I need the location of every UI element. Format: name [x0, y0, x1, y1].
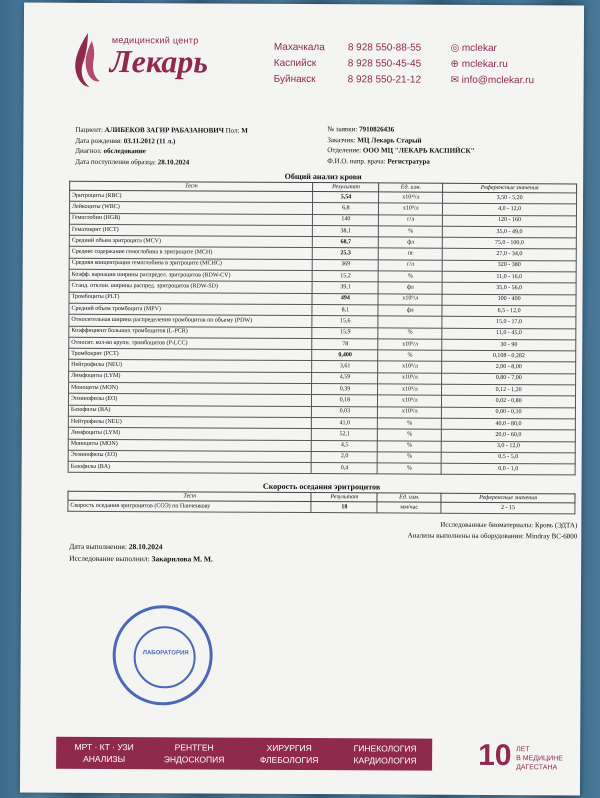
patient-info-right [327, 124, 567, 168]
diagnosis-label: Диагноз: [75, 146, 102, 156]
test-unit [378, 316, 442, 328]
stamp-inner-ring [133, 626, 195, 688]
test-name: Тромбоциты (PLT) [69, 292, 313, 305]
test-name: Относит. кол-во крупн. тромбоцитов (P-LCC) [69, 337, 313, 350]
test-unit: x10⁹/л [378, 395, 442, 407]
test-reference: 35,0 - 49,0 [443, 226, 577, 238]
test-unit: фл [379, 237, 443, 249]
test-name: Базофилы (BA) [68, 461, 312, 474]
intake-date: 28.10.2024 [157, 158, 190, 167]
column-header: Референсные значения [441, 493, 575, 503]
test-unit: % [378, 429, 442, 441]
test-result: 5,54 [313, 192, 379, 204]
footer-col-4-line2: КАРДИОЛОГИЯ [353, 755, 417, 766]
column-header: Референсные значения [443, 183, 577, 193]
test-unit: x10⁹/л [378, 339, 442, 351]
test-name: Эозинофилы (EO) [68, 394, 312, 407]
test-unit: фл [378, 305, 442, 317]
test-reference: 0,80 - 7,00 [442, 373, 576, 385]
column-header: Результат [311, 493, 377, 502]
instagram-icon: ◎ [450, 42, 460, 54]
doctor-label: Ф.И.О. напр. врача: [327, 156, 386, 166]
anniversary-line-3: ДАГЕСТАНА [516, 764, 558, 772]
test-result: 18 [311, 502, 377, 514]
test-name: Средняя концентрация гемоглобина в эритроците (MCHC) [69, 258, 313, 271]
completion-date-label: Дата выполнения: [69, 541, 127, 552]
test-unit: % [379, 226, 443, 238]
test-reference: 3,50 - 5,20 [443, 192, 577, 204]
test-result: 15,2 [313, 271, 379, 283]
test-unit: мм/час [377, 502, 441, 514]
contact-city: Каспийск [273, 57, 317, 70]
table-row [68, 461, 575, 475]
test-name: Базофилы (BA) [68, 405, 312, 418]
dob-label: Дата рождения: [75, 136, 123, 145]
test-reference: 120 - 160 [443, 215, 577, 227]
notes [321, 519, 577, 542]
test-result: 4,5 [312, 440, 378, 452]
test-name: Нейтрофилы (NEU) [69, 360, 313, 373]
stamp-text: ЛАБОРАТОРИЯ [142, 650, 189, 657]
test-reference: 3,0 - 12,0 [441, 441, 575, 453]
test-result: 0,18 [312, 395, 378, 407]
test-reference: 100 - 400 [442, 294, 576, 306]
test-result: 41,0 [312, 417, 378, 429]
order-number: 7910826436 [359, 125, 395, 134]
test-name: Нейтрофилы (NEU) [68, 416, 312, 429]
customer: МЦ Лекарь Старый [357, 135, 422, 145]
test-result: 39,1 [313, 282, 379, 294]
contact-extra[interactable]: info@mclekar.ru [461, 74, 535, 87]
footer-col-2 [154, 741, 234, 765]
cbc-results-table [68, 181, 578, 476]
test-unit: % [377, 463, 441, 475]
test-unit: г/л [379, 214, 443, 226]
test-unit: % [378, 327, 442, 339]
test-reference: 0,00 - 0,10 [442, 407, 576, 419]
patient-name: АЛИБЕКОВ ЗАГИР РАБАЗАНОВИЧ [104, 125, 224, 135]
contacts-block [274, 42, 535, 91]
test-unit: % [378, 440, 442, 452]
department: ООО МЦ "ЛЕКАРЬ КАСПИЙСК" [362, 146, 475, 156]
test-result: 2,0 [312, 451, 378, 463]
test-reference: 0,5 - 5,0 [441, 452, 575, 464]
test-result: 6,8 [313, 203, 379, 215]
test-reference: 75,0 - 100,0 [443, 237, 577, 249]
test-name: Относительная ширина распределения тромбоцитов по объему (PDW) [69, 315, 313, 328]
footer-col-1-line2: АНАЛИЗЫ [83, 753, 126, 765]
lab-stamp [112, 605, 213, 706]
test-name: Станд. отклон. ширины распред. эритроцитов (RDW-SD) [69, 281, 313, 294]
globe-icon: ⊕ [450, 58, 459, 70]
test-reference: 2 - 15 [441, 502, 575, 514]
test-reference: 0,12 - 1,20 [442, 384, 576, 396]
test-unit: % [378, 350, 442, 362]
test-unit: пг [379, 248, 443, 260]
esr-title: Скорость оседания эритроцитов [262, 481, 381, 492]
test-result: 0,4 [312, 463, 378, 475]
test-result: 0,39 [312, 384, 378, 396]
anniversary-text [516, 745, 563, 772]
test-name: Средний объем эритроцита (MCV) [69, 235, 313, 248]
footer-col-1-line1: МРТ · КТ · УЗИ [74, 741, 134, 753]
test-reference: 4,0 - 12,0 [443, 204, 577, 216]
test-name: Коэффициент больших тромбоцитов (L-PCR) [69, 326, 313, 339]
esr-results-table [67, 491, 575, 515]
patient-sex: М [241, 126, 248, 135]
test-unit: % [378, 418, 442, 430]
test-reference: 320 - 380 [442, 260, 576, 272]
contact-city: Махачкала [273, 41, 325, 54]
brand-name: Лекарь [109, 42, 209, 80]
test-reference: 30 - 90 [442, 339, 576, 351]
drop-logo-icon [70, 31, 106, 89]
test-name: Моноциты (MON) [69, 382, 313, 395]
test-unit: x10⁹/л [379, 203, 443, 215]
test-unit: x10⁹/л [378, 294, 442, 306]
test-result: 38,1 [313, 225, 379, 237]
biomaterial-note: Исследованные биоматериалы: Кровь (ЭДТА) [440, 520, 578, 530]
test-result: 52,1 [312, 429, 378, 441]
column-header: Тест [68, 491, 311, 501]
contact-extra[interactable]: mclekar [461, 42, 497, 55]
lab-report-sheet [20, 3, 584, 796]
test-reference: 11,0 - 45,0 [442, 328, 576, 340]
performer-label: Исследование выполнил: [69, 553, 150, 564]
test-reference: 0,0 - 1,0 [441, 463, 575, 475]
anniversary-number: 10 [478, 738, 512, 773]
test-name: Лейкоциты (WBC) [69, 202, 313, 215]
completion-date: 28.10.2024 [128, 542, 163, 552]
intake-label: Дата поступления образца: [75, 157, 157, 167]
test-unit: x10¹²/л [379, 192, 443, 204]
sex-label: Пол: [225, 126, 240, 135]
completion-info [69, 541, 369, 567]
contact-phone[interactable]: 8 928 550-88-55 [347, 42, 422, 54]
contact-city: Буйнакск [273, 73, 316, 86]
contact-phone[interactable]: 8 928 550-45-45 [347, 58, 422, 70]
footer-col-1 [64, 741, 144, 765]
test-name: Тромбокрит (PCT) [69, 348, 313, 361]
test-unit: x10⁹/л [378, 407, 442, 419]
footer-col-3-line2: ФЛЕБОЛОГИЯ [259, 754, 319, 766]
test-result: 0,03 [312, 406, 378, 418]
mail-icon: ✉ [450, 74, 459, 86]
test-name: Моноциты (MON) [68, 439, 312, 452]
column-header: Ед. изм. [377, 493, 441, 502]
test-name: Коэфф. вариации ширины распредел. эритроцитов (RDW-CV) [69, 269, 313, 282]
test-name: Скорость оседания эритроцитов (СОЭ) по Панченкову [68, 500, 312, 513]
test-unit: x10⁹/л [378, 373, 442, 385]
column-header: Тест [70, 181, 313, 191]
column-header: Результат [313, 183, 379, 192]
performer: Закарилова М. М. [151, 554, 213, 564]
contact-row [274, 58, 534, 75]
footer-col-2-line2: ЭНДОСКОПИЯ [163, 754, 225, 765]
doctor: Регистратура [387, 157, 430, 166]
test-result: 68,7 [313, 237, 379, 249]
patient-name-label: Пациент: [75, 125, 103, 134]
test-name: Средний объем тромбоцита (MPV) [69, 303, 313, 316]
test-result: 494 [312, 293, 378, 305]
test-reference: 0,02 - 0,80 [442, 396, 576, 408]
footer-col-3 [244, 742, 334, 766]
test-reference: 27,0 - 34,0 [442, 249, 576, 261]
contact-row [274, 42, 534, 59]
test-unit: г/л [379, 260, 443, 272]
footer-col-4 [340, 742, 430, 766]
test-name: Эритроциты (RBC) [70, 190, 314, 203]
test-reference: 15,0 - 17,0 [442, 316, 576, 328]
test-reference: 35,0 - 56,0 [442, 283, 576, 295]
patient-info-left [75, 125, 315, 169]
patient-dob: 03.11.2012 (11 л.) [123, 136, 176, 145]
column-header: Ед. изм. [379, 183, 443, 192]
test-result: 369 [313, 259, 379, 271]
test-result: 25,3 [313, 248, 379, 260]
test-reference: 2,00 - 8,00 [442, 362, 576, 374]
department-label: Отделение: [327, 146, 362, 155]
test-name: Эозинофилы (EO) [68, 450, 312, 463]
services-footer [56, 737, 432, 771]
test-name: Гематокрит (HCT) [69, 224, 313, 237]
order-label: № заявки: [327, 125, 358, 134]
footer-col-3-line1: ХИРУРГИЯ [266, 742, 312, 754]
test-result: 3,61 [312, 361, 378, 373]
analyzer-note: Анализы выполнены на оборудовании: Mindray BC-6800 [407, 531, 578, 541]
test-result: 15,6 [312, 316, 378, 328]
test-result: 4,59 [312, 372, 378, 384]
test-result: 0,400 [312, 350, 378, 362]
table-row [68, 500, 575, 514]
test-unit: фл [378, 282, 442, 294]
test-name: Лимфоциты (LYM) [68, 428, 312, 441]
anniversary-line-2: В МЕДИЦИНЕ [516, 755, 563, 763]
test-result: 140 [313, 214, 379, 226]
footer-col-4-line1: ГИНЕКОЛОГИЯ [353, 743, 417, 754]
test-reference: 20,0 - 60,0 [442, 429, 576, 441]
contact-row [274, 74, 534, 91]
footer-col-2-line1: РЕНТГЕН [174, 742, 214, 753]
test-name: Среднее содержание гемоглобина в эритроците (MCH) [69, 247, 313, 260]
test-unit: x10⁹/л [378, 384, 442, 396]
diagnosis: обследование [103, 147, 146, 156]
test-unit: % [378, 271, 442, 283]
test-reference: 0,108 - 0,282 [442, 350, 576, 362]
anniversary-line-1: ЛЕТ [516, 746, 530, 754]
cbc-title: Общий анализ крови [284, 171, 362, 182]
test-result: 8,1 [312, 305, 378, 317]
test-reference: 11,0 - 16,0 [442, 271, 576, 283]
test-result: 15,9 [312, 327, 378, 339]
test-reference: 6,5 - 12,0 [442, 305, 576, 317]
brand-subtitle: медицинский центр [111, 34, 199, 46]
test-name: Гемоглобин (HGB) [69, 213, 313, 226]
contact-extra[interactable]: mclekar.ru [461, 58, 508, 71]
contact-phone[interactable]: 8 928 550-21-12 [347, 74, 422, 86]
test-result: 78 [312, 338, 378, 350]
test-unit: x10⁹/л [378, 361, 442, 373]
test-unit: % [378, 452, 442, 464]
customer-label: Заказчик: [327, 135, 356, 144]
test-name: Лимфоциты (LYM) [69, 371, 313, 384]
test-reference: 40,0 - 80,0 [442, 418, 576, 430]
